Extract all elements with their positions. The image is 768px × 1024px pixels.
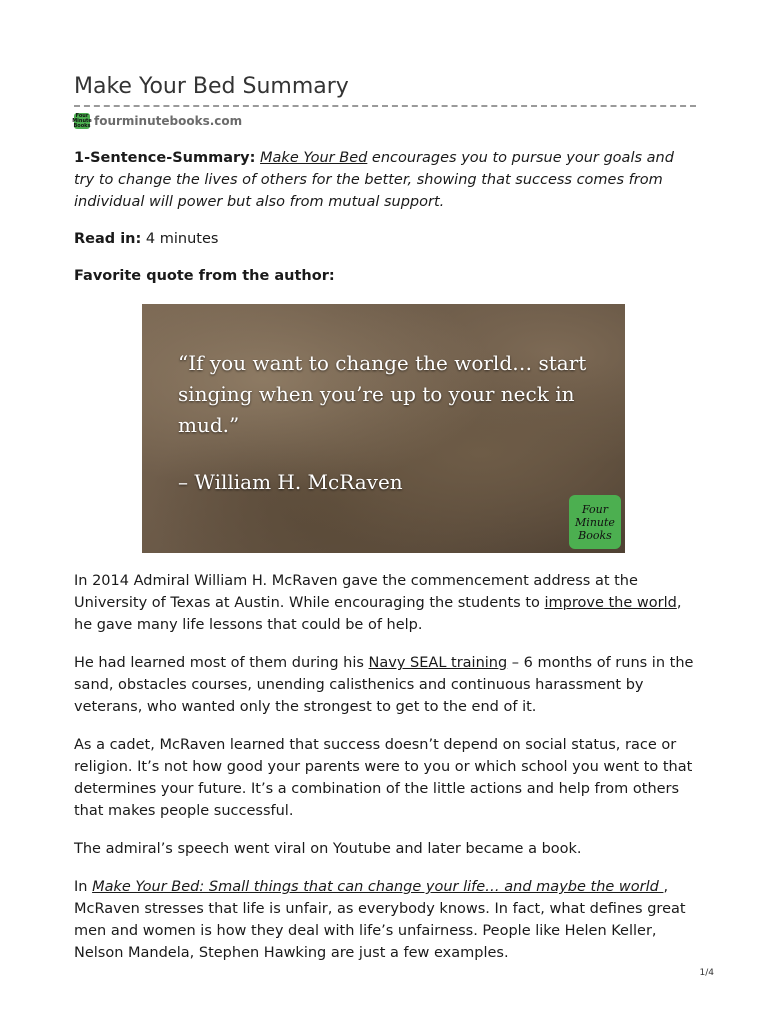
page-number: 1/4 (699, 968, 714, 978)
quote-author: – William H. McRaven (178, 470, 403, 494)
paragraph-text: , McRaven stresses that life is unfair, as everybody knows. In fact, what defines great men and women is how they deal with life’s unfairness. People like Helen Keller, Nelson Mandela, Stephen Hawking are just a few examples. (74, 879, 686, 961)
paragraph-3: As a cadet, McRaven learned that success doesn’t depend on social status, race or religion. It’s not how good your parents were to you or which school you went to that determines your future. It’s a combination of the little actions and help from others that makes people successful. (74, 737, 693, 819)
improve-the-world-link[interactable]: improve the world (544, 595, 677, 611)
paragraph-text: In 2014 Admiral William H. McRaven gave the commencement address at the University of Texas at Austin. While encouraging the students to (74, 573, 638, 611)
one-sentence-summary (74, 147, 696, 213)
quote-image (142, 304, 625, 553)
title-divider (74, 105, 696, 107)
paragraph-text: , he gave many life lessons that could be of help. (74, 595, 682, 633)
summary-label: 1-Sentence-Summary: (74, 150, 256, 166)
paragraph-4: The admiral’s speech went viral on Youtube and later became a book. (74, 841, 582, 857)
paragraph-1 (74, 570, 696, 636)
source-line (74, 113, 696, 129)
paragraph-5 (74, 876, 696, 964)
read-in (74, 228, 696, 250)
four-minute-books-favicon-icon: Four Minute Books (72, 112, 92, 129)
page-title: Make Your Bed Summary (74, 74, 349, 99)
paragraph-text: In (74, 879, 93, 895)
favorite-quote-label: Favorite quote from the author: (74, 268, 335, 284)
logo-line-2: Minute (575, 515, 615, 529)
paragraph-2 (74, 652, 696, 718)
quote-text: “If you want to change the world… start singing when you’re up to your neck in mud.” (178, 351, 587, 437)
make-your-bed-book-link[interactable]: Make Your Bed: Small things that can change your life… and maybe the world (92, 879, 664, 895)
read-in-label: Read in: (74, 231, 142, 247)
four-minute-books-logo (569, 495, 621, 549)
logo-line-1: Four (582, 502, 608, 516)
navy-seal-training-link[interactable]: Navy SEAL training (368, 655, 508, 671)
paragraph-text: He had learned most of them during his (74, 655, 369, 671)
read-in-value: 4 minutes (141, 231, 219, 247)
book-link[interactable]: Make Your Bed (260, 150, 368, 166)
source-domain: fourminutebooks.com (94, 114, 243, 128)
document-page (74, 72, 696, 964)
paragraph-text: – 6 months of runs in the sand, obstacles courses, unending calisthenics and continuous harassment by veterans, who wanted only the strongest to get to the end of it. (74, 655, 694, 715)
article-body (74, 570, 696, 964)
logo-line-3: Books (578, 528, 612, 542)
summary-text: encourages you to pursue your goals and try to change the lives of others for the better, showing that success comes from individual will power but also from mutual support. (74, 150, 674, 210)
